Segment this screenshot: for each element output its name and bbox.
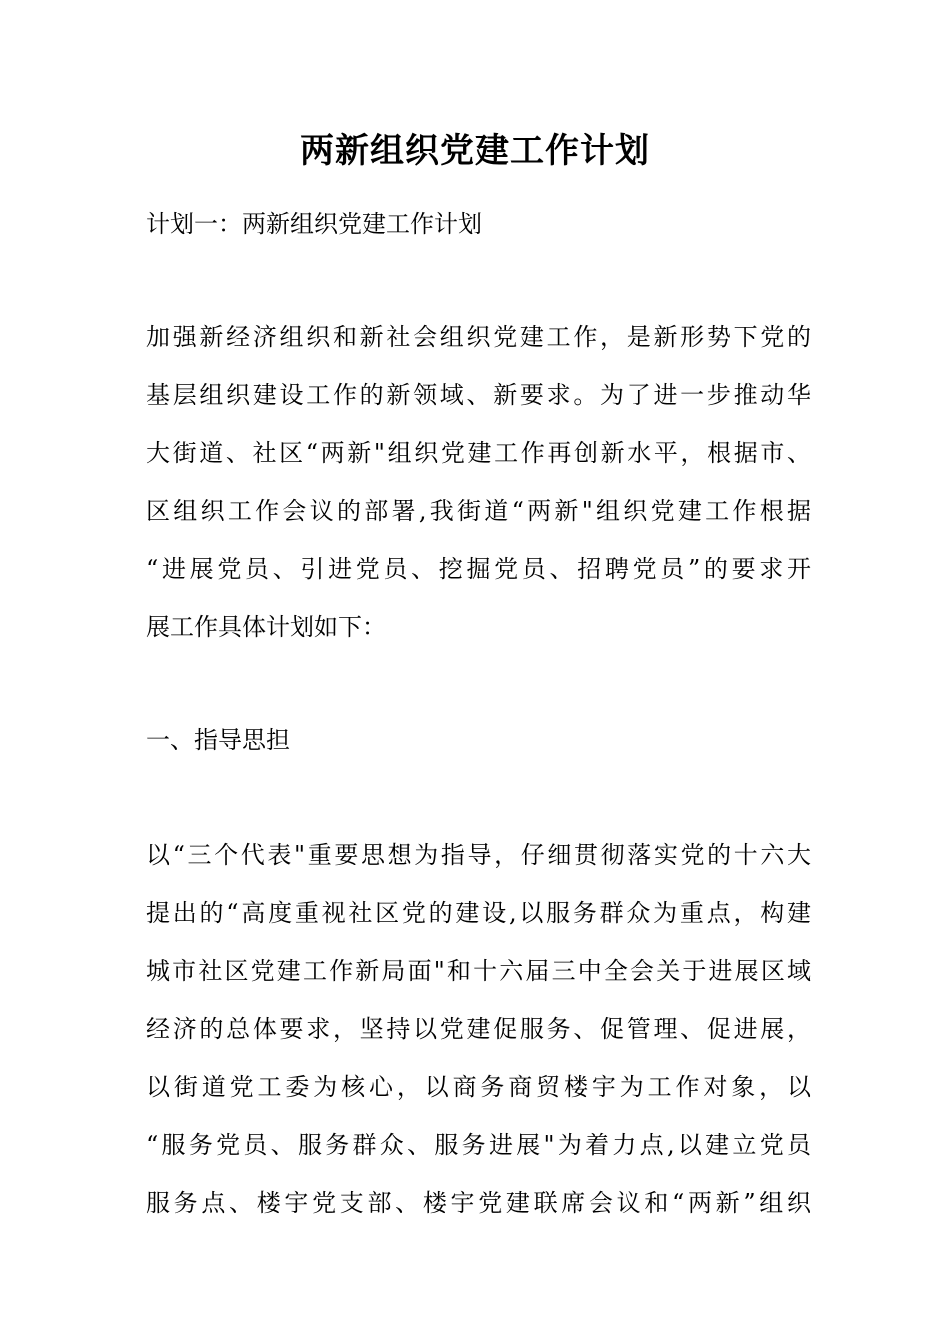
- paragraph-line: 提出的“高度重视社区党的建设,以服务群众为重点，构建: [146, 899, 811, 927]
- document-subtitle: 计划一：两新组织党建工作计划: [146, 210, 482, 238]
- paragraph-line: 经济的总体要求，坚持以党建促服务、促管理、促进展，: [146, 1015, 811, 1043]
- paragraph-line: 以街道党工委为核心，以商务商贸楼宇为工作对象，以: [146, 1073, 811, 1101]
- paragraph-line: 展工作具体计划如下：: [146, 613, 386, 641]
- section1-paragraph: [146, 826, 811, 1232]
- paragraph-line: “服务党员、服务群众、服务进展"为着力点,以建立党员: [146, 1131, 811, 1159]
- intro-paragraph: [146, 308, 811, 656]
- paragraph-line: 加强新经济组织和新社会组织党建工作，是新形势下党的: [146, 323, 811, 351]
- paragraph-line: “进展党员、引进党员、挖掘党员、招聘党员”的要求开: [146, 555, 811, 583]
- paragraph-line: 城市社区党建工作新局面"和十六届三中全会关于进展区域: [146, 957, 811, 985]
- paragraph-line: 大街道、社区“两新"组织党建工作再创新水平，根据市、: [146, 439, 811, 467]
- document-title: 两新组织党建工作计划: [300, 131, 650, 171]
- paragraph-line: 服务点、楼宇党支部、楼宇党建联席会议和“两新”组织: [146, 1189, 811, 1217]
- paragraph-line: 以“三个代表"重要思想为指导，仔细贯彻落实党的十六大: [146, 841, 811, 869]
- paragraph-line: 区组织工作会议的部署,我街道“两新"组织党建工作根据: [146, 497, 811, 525]
- paragraph-line: 基层组织建设工作的新领域、新要求。为了进一步推动华: [146, 381, 811, 409]
- section-heading: 一、指导思担: [146, 726, 290, 754]
